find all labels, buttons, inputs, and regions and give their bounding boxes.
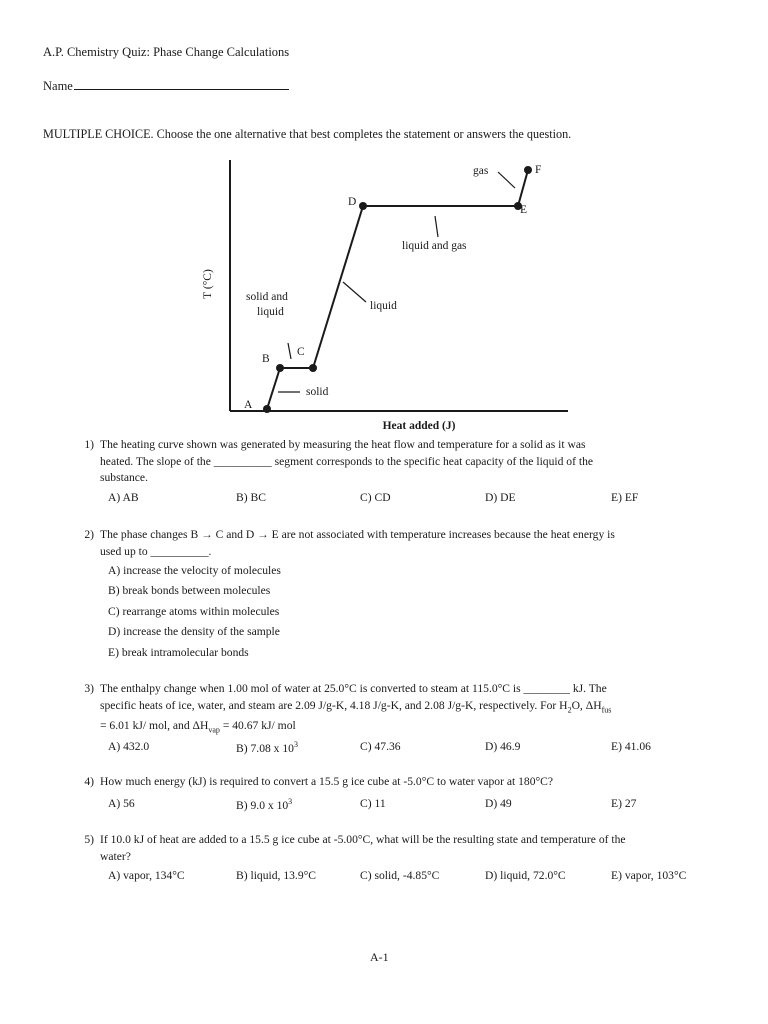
label-a: A	[244, 399, 253, 411]
q4-choice-b[interactable]	[236, 797, 292, 812]
label-solid-liquid-1: solid and	[246, 291, 288, 303]
question-text-part: = 6.01 kJ/ mol, and ΔH	[100, 719, 209, 733]
q5-choice-e[interactable]: E) vapor, 103°C	[611, 869, 687, 882]
question-text-part: specific heats of ice, water, and steam are 2.09 J/g-K, 4.18 J/g-K, and 2.08 J/g-K, respectively. For H	[100, 698, 568, 712]
name-label: Name	[43, 79, 73, 93]
q3-choice-e[interactable]: E) 41.06	[611, 740, 651, 753]
q2-choice-c[interactable]: C) rearrange atoms within molecules	[108, 605, 280, 618]
label-solid: solid	[306, 386, 329, 398]
question-number: 1)	[84, 438, 94, 451]
label-liquid-and-gas: liquid and gas	[402, 240, 467, 252]
q4-choice-e[interactable]: E) 27	[611, 797, 637, 810]
q2-choice-e[interactable]: E) break intramolecular bonds	[108, 646, 249, 659]
q4-choice-c[interactable]: C) 11	[360, 797, 386, 810]
q2-choice-a[interactable]: A) increase the velocity of molecules	[108, 564, 281, 577]
question-number: 2)	[84, 528, 94, 541]
q3-choice-d[interactable]: D) 46.9	[485, 740, 521, 753]
q5-choice-c[interactable]: C) solid, -4.85°C	[360, 869, 440, 882]
point-b	[276, 364, 284, 372]
q1-choice-c[interactable]: C) CD	[360, 491, 391, 504]
q2-choice-b[interactable]: B) break bonds between molecules	[108, 584, 271, 597]
question-line: The enthalpy change when 1.00 mol of water at 25.0°C is converted to steam at 115.0°C is ________ kJ. The	[100, 682, 607, 695]
question-5	[78, 832, 728, 867]
superscript: 3	[293, 740, 298, 749]
question-line: used up to __________.	[100, 544, 212, 558]
question-line: If 10.0 kJ of heat are added to a 15.5 g ice cube at -5.00°C, what will be the resulting state and temperature of the	[100, 833, 626, 846]
label-d: D	[348, 196, 357, 208]
question-4	[78, 774, 728, 792]
subscript: vap	[208, 725, 220, 735]
question-line	[100, 698, 710, 719]
point-d	[359, 202, 367, 210]
label-c: C	[297, 346, 305, 358]
label-liquid: liquid	[370, 300, 397, 312]
q4-choice-d[interactable]: D) 49	[485, 797, 512, 810]
question-line: The phase changes B → C and D → E are not associated with temperature increases because the heat energy is	[100, 528, 615, 541]
question-number: 4)	[84, 775, 94, 788]
question-text	[100, 681, 710, 739]
point-c	[309, 364, 317, 372]
q5-choice-b[interactable]: B) liquid, 13.9°C	[236, 869, 317, 882]
question-3	[78, 681, 728, 733]
question-1	[78, 437, 728, 487]
q2-choice-d[interactable]: D) increase the density of the sample	[108, 625, 280, 638]
subscript: fus	[601, 704, 612, 714]
q5-choice-a[interactable]: A) vapor, 134°C	[108, 869, 185, 882]
question-number: 3)	[84, 682, 94, 695]
q1-choice-e[interactable]: E) EF	[611, 491, 639, 504]
question-text	[100, 774, 710, 791]
name-blank-line[interactable]	[74, 78, 289, 90]
q3-choice-a[interactable]: A) 432.0	[108, 740, 150, 753]
label-f: F	[535, 164, 542, 176]
question-line: heated. The slope of the __________ segment corresponds to the specific heat capacity of the liquid of the	[100, 454, 594, 468]
label-gas: gas	[473, 165, 489, 177]
q5-choice-d[interactable]: D) liquid, 72.0°C	[485, 869, 566, 882]
question-text	[100, 527, 710, 560]
heating-curve-graph	[180, 150, 600, 435]
q3-choice-c[interactable]: C) 47.36	[360, 740, 401, 753]
point-a	[263, 405, 271, 413]
q1-choice-b[interactable]: B) BC	[236, 491, 266, 504]
x-axis-label: Heat added (J)	[382, 420, 456, 432]
y-axis-label: T (°C)	[202, 269, 214, 299]
gas-pointer	[498, 172, 515, 188]
question-2	[78, 527, 728, 562]
superscript: 3	[288, 797, 293, 806]
question-line: substance.	[100, 471, 148, 484]
q1-choice-d[interactable]: D) DE	[485, 491, 516, 504]
page-number: A-1	[370, 950, 389, 964]
instructions: MULTIPLE CHOICE. Choose the one alternative that best completes the statement or answers the question.	[43, 127, 572, 141]
subscript: 2	[567, 704, 572, 714]
question-line	[100, 718, 710, 739]
question-number: 5)	[84, 833, 94, 846]
name-field[interactable]	[43, 78, 289, 94]
quiz-title: A.P. Chemistry Quiz: Phase Change Calculations	[43, 45, 290, 59]
choice-text: B) 9.0 x 10	[236, 798, 289, 812]
question-line: How much energy (kJ) is required to convert a 15.5 g ice cube at -5.0°C to water vapor at 180°C?	[100, 775, 554, 788]
label-solid-liquid-2: liquid	[257, 306, 284, 318]
point-f	[524, 166, 532, 174]
q3-choice-b[interactable]	[236, 740, 298, 755]
solid-liquid-pointer	[288, 343, 291, 359]
heating-curve	[267, 170, 528, 409]
label-b: B	[262, 353, 270, 365]
liquid-pointer	[343, 282, 366, 302]
choice-text: B) 7.08 x 10	[236, 741, 294, 755]
label-e: E	[520, 204, 528, 216]
q1-choice-a[interactable]: A) AB	[108, 491, 139, 504]
q4-choice-a[interactable]: A) 56	[108, 797, 135, 810]
question-text	[100, 437, 710, 487]
question-text-part: O, ΔH	[571, 698, 602, 712]
question-line: water?	[100, 849, 131, 863]
question-line: The heating curve shown was generated by measuring the heat flow and temperature for a solid as it was	[100, 438, 586, 451]
liquid-gas-pointer	[435, 216, 438, 237]
question-text	[100, 832, 710, 865]
question-text-part: = 40.67 kJ/ mol	[219, 719, 296, 733]
